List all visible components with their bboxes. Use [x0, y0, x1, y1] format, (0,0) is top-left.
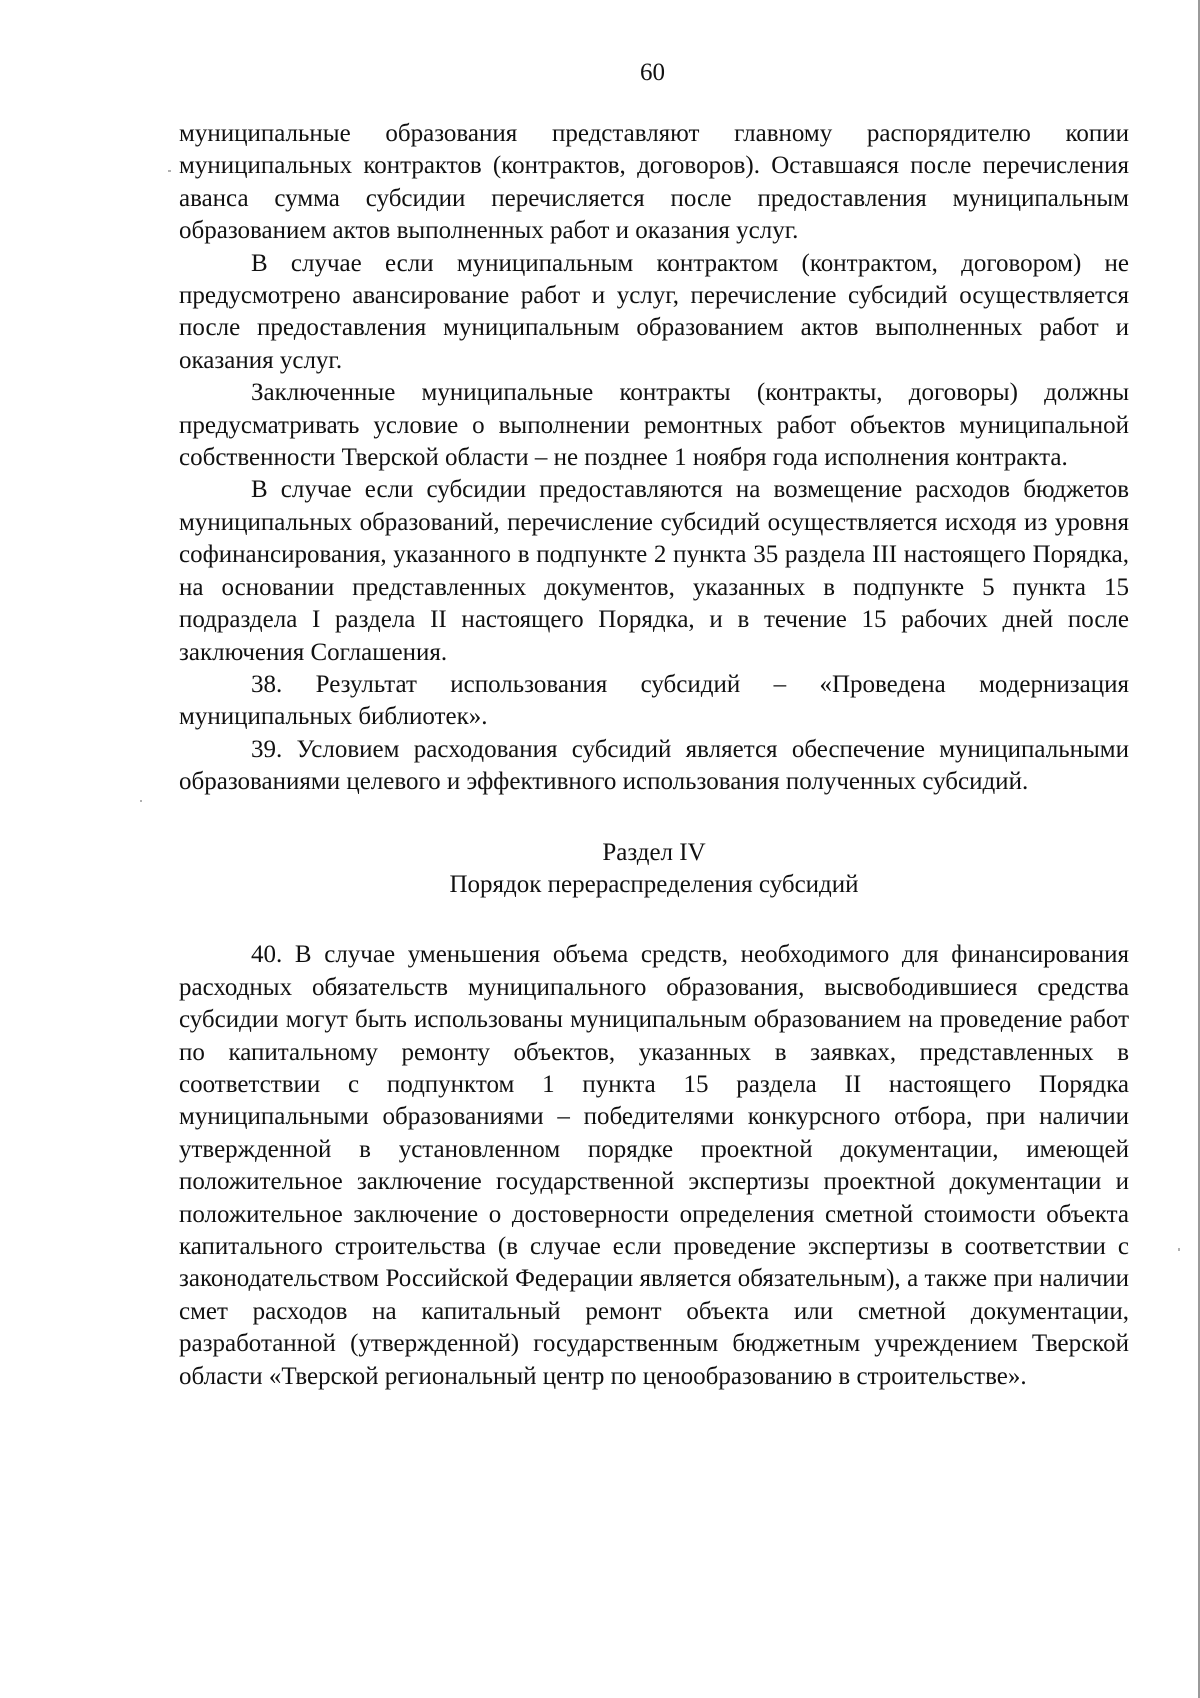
section-number: Раздел IV — [602, 838, 706, 866]
paragraph-item-40: 40. В случае уменьшения объема средств, необходимого для финансирования расходных обязательств муниципального образования, высвободившиеся средства субсидии могут быть использованы муниципальным образованием на проведение работ по капитальному ремонту объектов, указанных в заявках, представленных в соответствии с подпунктом 1 пункта 15 раздела II настоящего Порядка муниципальными образованиями – победителями конкурсного отбора, при наличии утвержденной в установленном порядке проектной документации, имеющей положительное заключение государственной экспертизы проектной документации и положительное заключение о достоверности определения сметной стоимости объекта капитального строительства (в случае если проведение экспертизы в соответствии с законодательством Российской Федерации является обязательным), а также при наличии смет расходов на капитальный ремонт объекта или сметной документации, разработанной (утвержденной) государственным бюджетным учреждением Тверской области «Тверской региональный центр по ценообразованию в строительстве». — [179, 941, 1129, 1390]
paragraph-item-39: 39. Условием расходования субсидий является обеспечение муниципальными образованиями целевого и эффективного использования полученных субсидий. — [179, 735, 1129, 796]
paragraph-item-38: 38. Результат использования субсидий – «Проведена модернизация муниципальных библиотек». — [179, 670, 1129, 731]
paragraph: В случае если муниципальным контрактом (контрактом, договором) не предусмотрено авансирование работ и услуг, перечисление субсидий осуществляется после предоставления муниципальным образованием актов выполненных работ и оказания услуг. — [179, 249, 1129, 374]
scan-mark — [1178, 1248, 1180, 1251]
document-body — [179, 118, 1129, 1393]
section-heading — [179, 837, 1129, 902]
paragraph-continuation: муниципальные образования представляют главному распорядителю копии муниципальных контрактов (контрактов, договоров). Оставшаяся после перечисления аванса сумма субсидии перечисляется после предоставления муниципальным образованием актов выполненных работ и оказания услуг. — [179, 120, 1129, 245]
scan-mark — [140, 800, 142, 802]
paragraph: В случае если субсидии предоставляются на возмещение расходов бюджетов муниципальных образований, перечисление субсидий осуществляется исходя из уровня софинансирования, указанного в подпункте 2 пункта 35 раздела III настоящего Порядка, на основании представленных документов, указанных в подпункте 5 пункта 15 подраздела I раздела II настоящего Порядка, и в течение 15 рабочих дней после заключения Соглашения. — [179, 476, 1129, 666]
section-title: Порядок перераспределения субсидий — [449, 870, 859, 898]
paragraph: Заключенные муниципальные контракты (контракты, договоры) должны предусматривать условие о выполнении ремонтных работ объектов муниципальной собственности Тверской области – не позднее 1 ноября года исполнения контракта. — [179, 379, 1129, 472]
page-number: 60 — [640, 59, 665, 86]
scan-mark — [168, 170, 171, 172]
